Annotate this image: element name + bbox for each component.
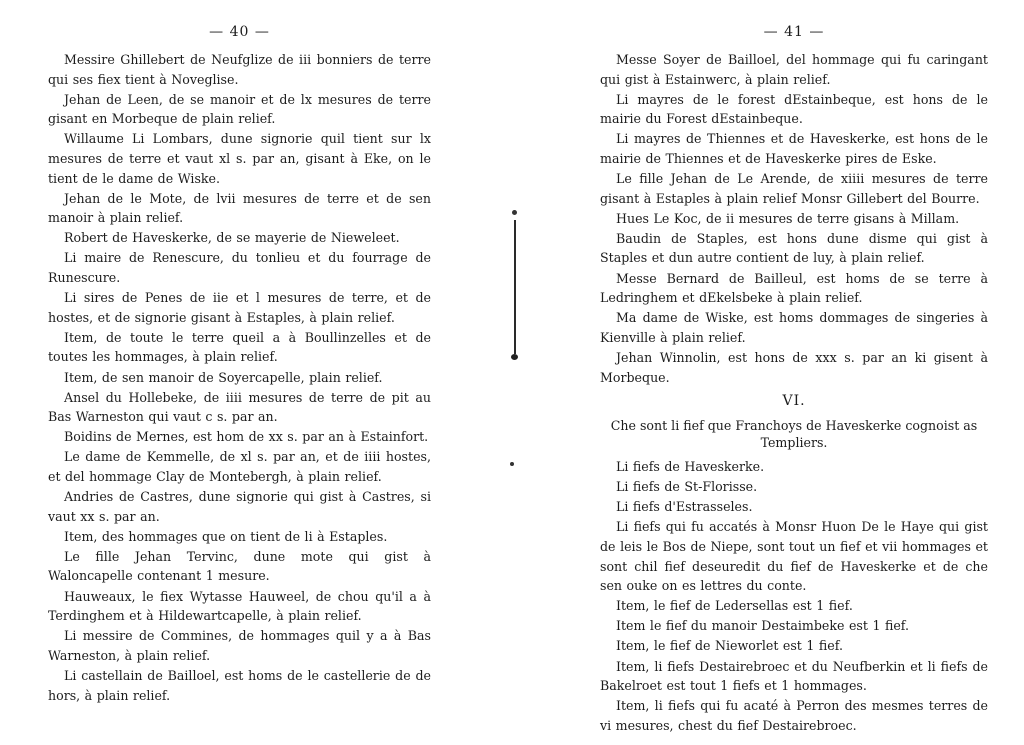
entry: Willaume Li Lombars, dune signorie quil tient sur lx mesures de terre et vaut xl s. par an, gisant à Eke, on le tient de le dame de Wiske.: [48, 131, 431, 186]
left-page: [48, 0, 431, 745]
entry: Item, li fiefs qui fu acaté à Perron des mesmes terres de vi mesures, chest du fief Destairebroec.: [600, 698, 988, 733]
entry: Ansel du Hollebeke, de iiii mesures de terre de pit au Bas Warneston qui vaut c s. par an.: [48, 389, 431, 425]
binding-mark-dot: [511, 354, 518, 360]
entry: Item, de sen manoir de Soyercapelle, plain relief.: [64, 369, 383, 385]
entry: Baudin de Staples, est hons dune disme qui gist à Staples et dun autre contient de luy, à plain relief.: [600, 230, 988, 266]
entry: Li fiefs de St-Florisse.: [616, 479, 758, 495]
entry: Andries de Castres, dune signorie qui gist à Castres, si vaut xx s. par an.: [48, 489, 431, 524]
entry: Li maire de Renescure, du tonlieu et du fourrage de Runescure.: [48, 250, 431, 286]
entry: Jehan de Leen, de se manoir et de lx mesures de terre gisant en Morbeque de plain relief.: [48, 91, 431, 127]
entry-list: [48, 50, 431, 705]
entry-list: [600, 50, 988, 387]
section-heading: VI.: [782, 393, 806, 410]
entry: Item, de toute le terre queil a à Boullinzelles et de toutes les hommages, à plain relief.: [48, 329, 431, 365]
entry: Item, li fiefs Destairebroec et du Neufberkin et li fiefs de Bakelroet est tout 1 fiefs et 1 hommages.: [600, 658, 988, 694]
entry: Le fille Jehan Tervinc, dune mote qui gist à Waloncapelle contenant 1 mesure.: [48, 548, 431, 584]
entry: Li sires de Penes de iie et l mesures de terre, et de hostes, et de signorie gisant à Estaples, à plain relief.: [48, 290, 431, 325]
entry: Li fiefs de Haveskerke.: [616, 459, 765, 475]
entry: Le dame de Kemmelle, de xl s. par an, et de iiii hostes, et del hommage Clay de Montebergh, à plain relief.: [48, 449, 431, 484]
entry: Le fille Jehan de Le Arende, de xiiii mesures de terre gisant à Estaples à plain relief Monsr Gillebert del Bourre.: [600, 171, 988, 206]
entry: Li mayres de Thiennes et de Haveskerke, est hons de le mairie de Thiennes et de Haveskerke pires de Eske.: [600, 131, 988, 166]
entry: Li messire de Commines, de hommages quil y a à Bas Warneston, à plain relief.: [48, 628, 431, 663]
binding-mark: [510, 210, 520, 360]
entry: Jehan de le Mote, de lvii mesures de terre et de sen manoir à plain relief.: [48, 190, 431, 226]
entry-list: [600, 457, 988, 735]
entry: Jehan Winnolin, est hons de xxx s. par an ki gisent à Morbeque.: [600, 349, 988, 385]
entry: Item le fief du manoir Destaimbeke est 1 fief.: [616, 618, 910, 634]
entry: Li castellain de Bailloel, est homs de le castellerie de de hors, à plain relief.: [48, 667, 431, 703]
entry: Messe Bernard de Bailleul, est homs de se terre à Ledringhem et dEkelsbeke à plain relief.: [600, 270, 988, 306]
right-page: [600, 0, 988, 745]
page-number: — 41 —: [763, 24, 825, 40]
page-number: — 40 —: [209, 24, 270, 40]
section-intro: Che sont li fief que Franchoys de Haveskerke cognoist as Templiers.: [610, 418, 978, 451]
entry: Messire Ghillebert de Neufglize de iii bonniers de terre qui ses fiex tient à Noveglise.: [48, 52, 431, 87]
entry: Robert de Haveskerke, de se mayerie de Nieweleet.: [64, 230, 400, 246]
entry: Item, le fief de Ledersellas est 1 fief.: [616, 598, 853, 614]
entry: Li mayres de le forest dEstainbeque, est hons de le mairie du Forest dEstainbeque.: [600, 91, 988, 127]
entry: Hauweaux, le fiex Wytasse Hauweel, de chou qu'il a à Terdinghem et à Hildewartcapelle, à plain relief.: [48, 588, 431, 624]
entry: Boidins de Mernes, est hom de xx s. par an à Estainfort.: [64, 429, 429, 445]
entry: Messe Soyer de Bailloel, del hommage qui fu caringant qui gist à Estainwerc, à plain relief.: [600, 52, 988, 87]
entry: Item, des hommages que on tient de li à Estaples.: [64, 528, 388, 544]
binding-mark-dot: [512, 210, 517, 215]
entry: Li fiefs d'Estrasseles.: [616, 499, 753, 515]
entry: Li fiefs qui fu accatés à Monsr Huon De le Haye qui gist de leis le Bos de Niepe, sont tout un fief et vii hommages et sont chil fief deseuredit du fief de Haveskerke et de che sen ouke on es lettres du conte.: [600, 519, 988, 594]
entry: Hues Le Koc, de ii mesures de terre gisans à Millam.: [616, 210, 960, 226]
binding-mark-line: [514, 220, 516, 354]
entry: Ma dame de Wiske, est homs dommages de singeries à Kienville à plain relief.: [600, 310, 988, 345]
entry: Item, le fief de Nieworlet est 1 fief.: [616, 638, 843, 654]
ink-speck: [510, 462, 514, 466]
